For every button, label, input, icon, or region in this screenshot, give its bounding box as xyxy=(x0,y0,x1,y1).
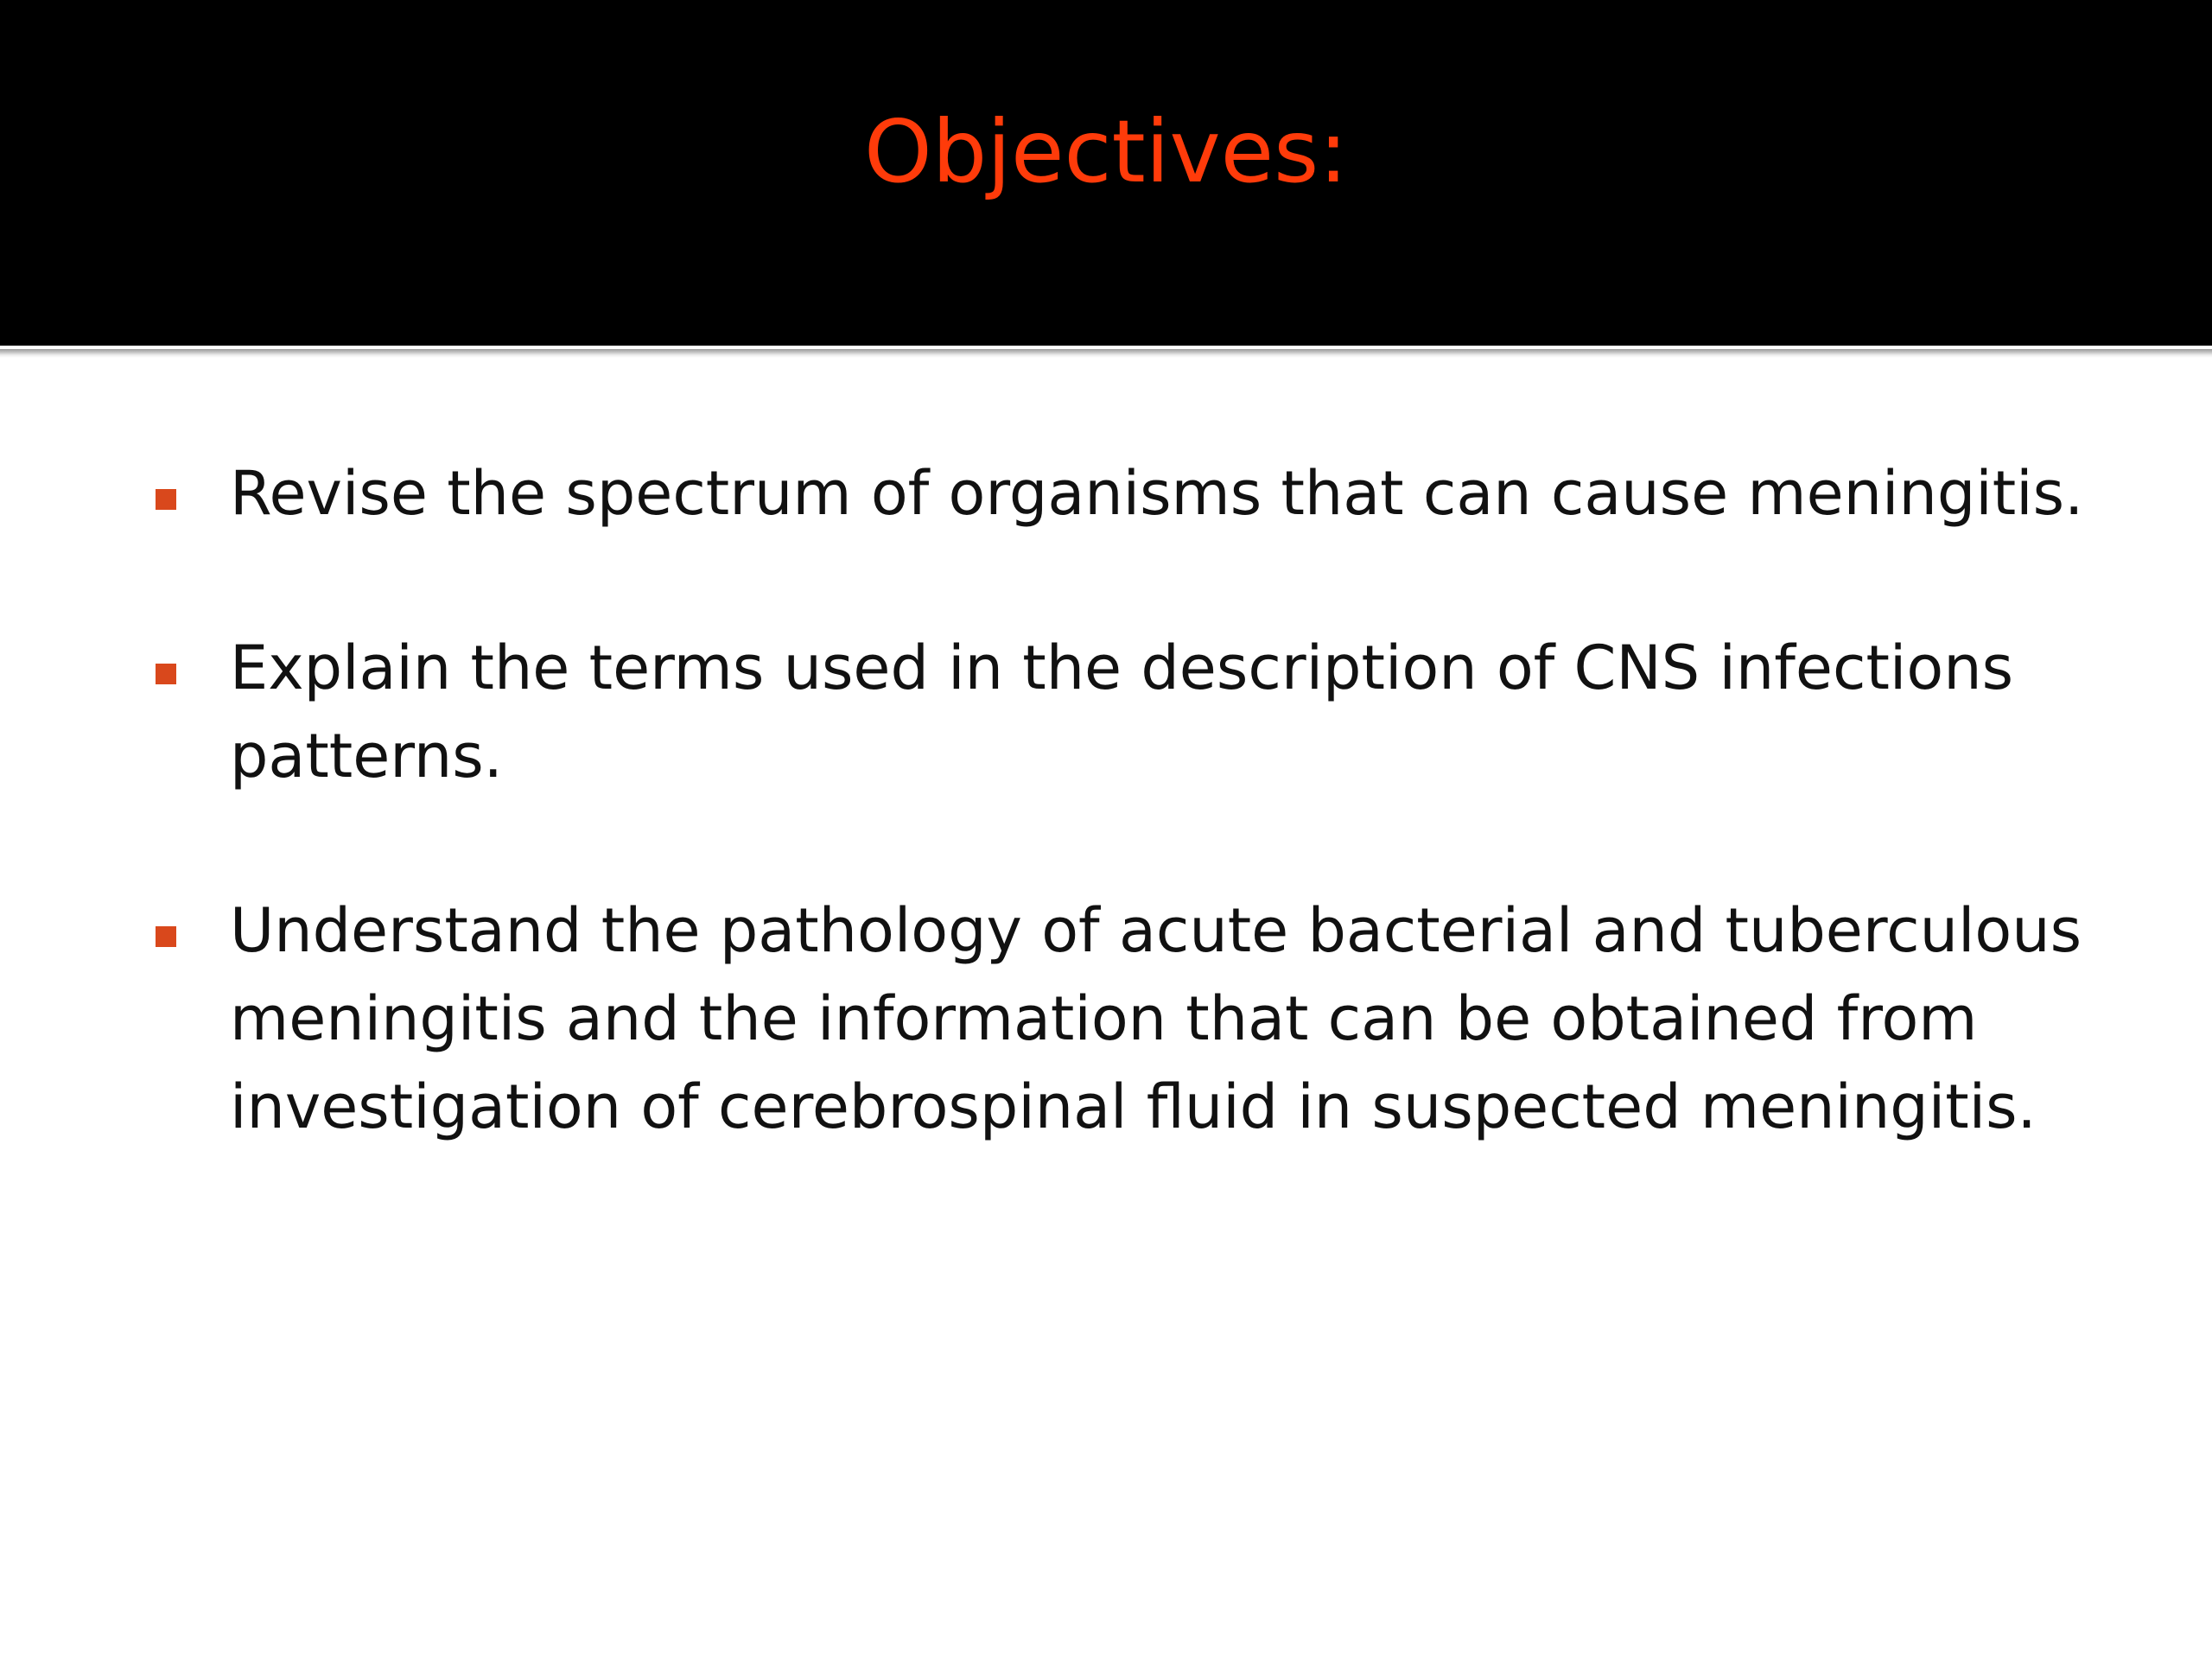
list-item xyxy=(156,624,2108,800)
square-bullet-icon xyxy=(156,664,176,684)
title-divider xyxy=(0,346,2212,358)
list-item xyxy=(156,449,2108,537)
bullet-text: Explain the terms used in the description of CNS infections patterns. xyxy=(230,632,2014,791)
list-item xyxy=(156,887,2108,1151)
bullet-list xyxy=(156,449,2108,1237)
title-bar xyxy=(0,0,2212,346)
bullet-text: Understand the pathology of acute bacterial and tuberculous meningitis and the information that can be obtained from investigation of cerebrospinal fluid in suspected meningitis. xyxy=(230,895,2082,1142)
slide-title: Objectives: xyxy=(864,100,1348,202)
square-bullet-icon xyxy=(156,926,176,947)
square-bullet-icon xyxy=(156,489,176,510)
bullet-text: Revise the spectrum of organisms that can cause meningitis. xyxy=(230,458,2084,529)
